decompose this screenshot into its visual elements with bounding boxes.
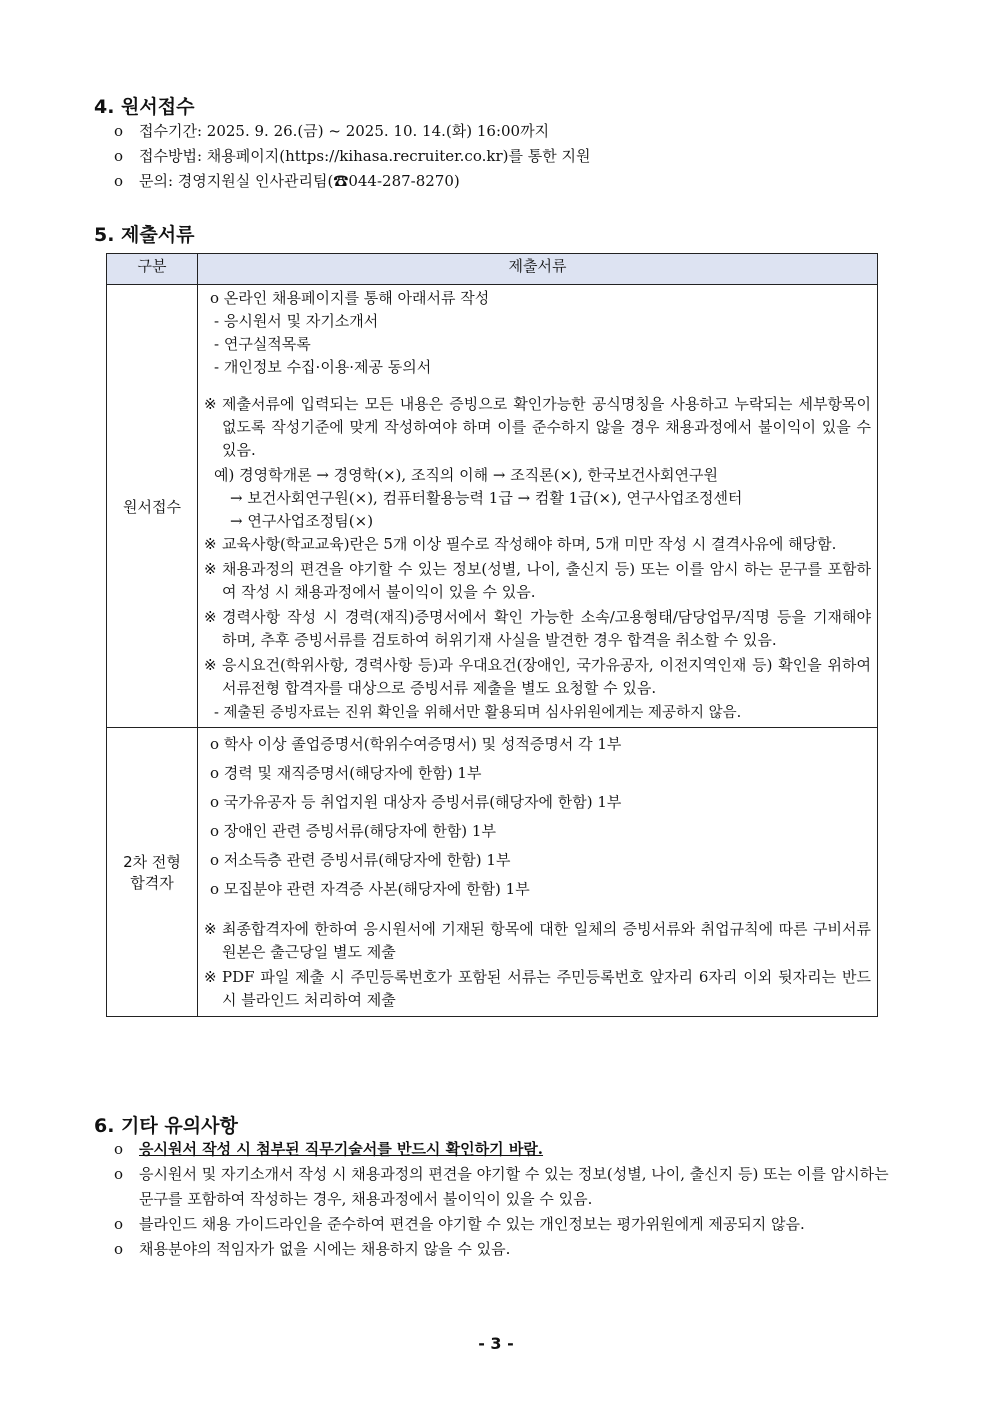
row2-item: o 국가유공자 등 취업지원 대상자 증빙서류(해당자에 한함) 1부 [210,793,622,811]
page-number: - 3 - [478,1334,514,1353]
list-item: o 채용분야의 적임자가 없을 시에는 채용하지 않을 수 있음. [114,1237,898,1262]
row1-note: ※ 채용과정의 편견을 야기할 수 있는 정보(성별, 나이, 출신지 등) 또는 이를 암시 하는 문구를 포함하여 작성 시 채용과정에서 불이익이 있을 수 있음. [204,560,871,601]
section-4-title: 4. 원서접수 [94,96,195,118]
section-5-title: 5. 제출서류 [94,224,195,246]
table-row [107,728,878,1017]
row2-category: 2차 전형 합격자 [107,728,198,1017]
list-item: o 응시원서 작성 시 첨부된 직무기술서를 반드시 확인하기 바람. [114,1137,898,1162]
list-item: o 문의: 경영지원실 인사관리팀(☎044-287-8270) [114,169,590,194]
note-mark: ※ [204,968,217,986]
table-row [107,285,878,728]
row2-item: o 모집분야 관련 자격증 사본(해당자에 한함) 1부 [210,880,530,898]
row2-note: ※ 최종합격자에 한하여 응시원서에 기재된 항목에 대한 일체의 증빙서류와 취업규칙에 따른 구비서류 원본은 출근당일 별도 제출 [204,920,871,961]
row2-item: o 장애인 관련 증빙서류(해당자에 한함) 1부 [210,822,496,840]
note-mark: ※ [204,535,217,553]
row1-note: ※ 제출서류에 입력되는 모든 내용은 증빙으로 확인가능한 공식명칭을 사용하고 누락되는 세부항목이 없도록 작성기준에 맞게 작성하여야 하며 이를 준수하지 않을 경우 채용과정에서 불이익이 있을 수 있음. [204,395,871,459]
row1-subitem: - 연구실적목록 [214,335,311,353]
header-documents: 제출서류 [198,254,878,285]
note-mark: ※ [204,395,217,413]
row2-note: ※ PDF 파일 제출 시 주민등록번호가 포함된 서류는 주민등록번호 앞자리 6자리 이외 뒷자리는 반드시 블라인드 처리하여 제출 [204,968,871,1009]
row1-content [198,285,878,728]
row2-item: o 경력 및 재직증명서(해당자에 한함) 1부 [210,764,482,782]
row1-example: 예) 경영학개론 → 경영학(×), 조직의 이해 → 조직론(×), 한국보건사회연구원 → 보건사회연구원(×), 컴퓨터활용능력 1급 → 컴활 1급(×), 연구사업조정센터 → 연구사업조정팀(×) [214,466,743,530]
section-4-list [114,119,590,194]
list-item: o 접수방법: 채용페이지(https://kihasa.recruiter.co.kr)를 통한 지원 [114,144,590,169]
row1-category: 원서접수 [107,285,198,728]
header-category: 구분 [107,254,198,285]
row1-note: ※ 교육사항(학교교육)란은 5개 이상 필수로 작성해야 하며, 5개 미만 작성 시 결격사유에 해당함. [204,533,871,556]
section-6-list [114,1137,898,1262]
list-item: o 응시원서 및 자기소개서 작성 시 채용과정의 편견을 야기할 수 있는 정보(성별, 나이, 출신지 등) 또는 이를 암시하는 문구를 포함하여 작성하는 경우, 채용과정에서 불이익이 있을 수 있음. [114,1162,898,1212]
table-header-row [107,254,878,285]
row1-subnote: - 제출된 증빙자료는 진위 확인을 위해서만 활용되며 심사위원에게는 제공하지 않음. [214,705,742,721]
row2-content [198,728,878,1017]
note-mark: ※ [204,920,217,938]
row2-item: o 학사 이상 졸업증명서(학위수여증명서) 및 성적증명서 각 1부 [210,735,622,753]
list-item: o 접수기간: 2025. 9. 26.(금) ~ 2025. 10. 14.(화) 16:00까지 [114,119,590,144]
row1-lead: o 온라인 채용페이지를 통해 아래서류 작성 [210,289,490,307]
documents-table [106,253,878,1017]
row1-note: ※ 응시요건(학위사항, 경력사항 등)과 우대요건(장애인, 국가유공자, 이전지역인재 등) 확인을 위하여 서류전형 합격자를 대상으로 증빙서류 제출을 별도 요청할 수 있음. [204,656,871,697]
row1-note: ※ 경력사항 작성 시 경력(재직)증명서에서 확인 가능한 소속/고용형태/담당업무/직명 등을 기재해야 하며, 추후 증빙서류를 검토하여 허위기재 사실을 발견한 경우 합격을 취소할 수 있음. [204,608,871,649]
section-6-title: 6. 기타 유의사항 [94,1115,238,1137]
note-mark: ※ [204,608,217,626]
row1-subitem: - 응시원서 및 자기소개서 [214,312,379,330]
row1-subitem: - 개인정보 수집·이용·제공 동의서 [214,358,432,376]
note-mark: ※ [204,560,217,578]
row2-item: o 저소득층 관련 증빙서류(해당자에 한함) 1부 [210,851,511,869]
list-item: o 블라인드 채용 가이드라인을 준수하여 편견을 야기할 수 있는 개인정보는 평가위원에게 제공되지 않음. [114,1212,898,1237]
note-mark: ※ [204,656,217,674]
